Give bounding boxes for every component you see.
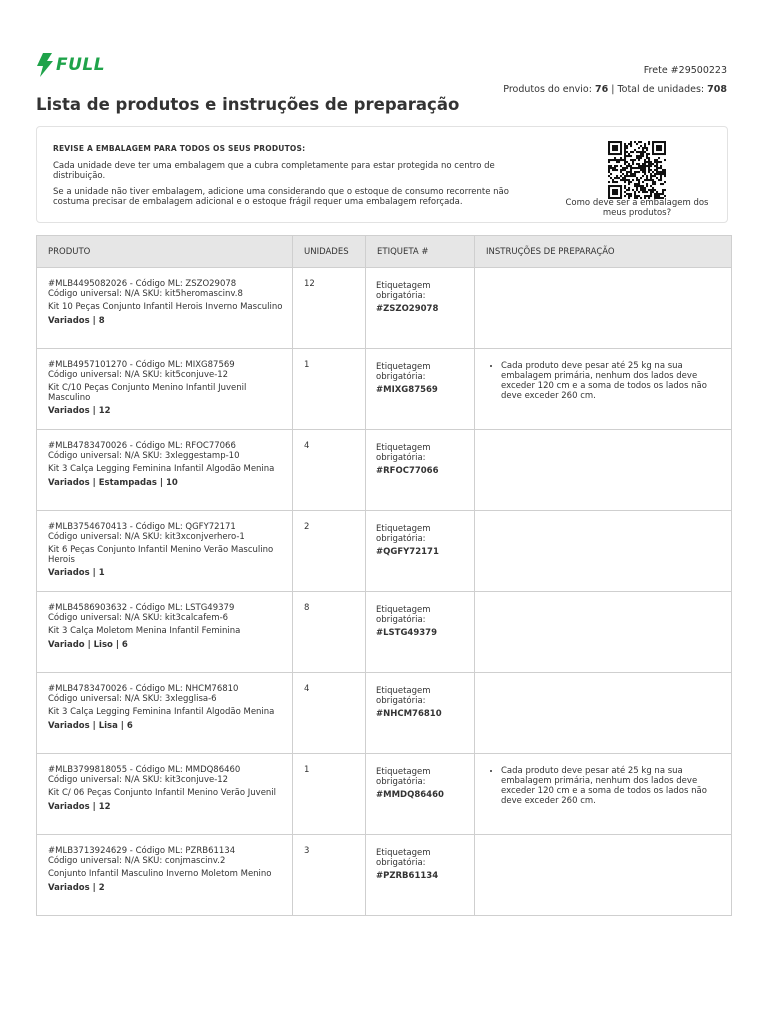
units-value: 12 bbox=[304, 279, 315, 289]
lightning-bolt-icon bbox=[36, 53, 54, 77]
label-cell bbox=[366, 835, 475, 916]
product-sku-line: Código universal: N/A SKU: kit3xconjverhero-1 bbox=[48, 531, 245, 542]
product-cell bbox=[37, 511, 293, 592]
table-row bbox=[37, 430, 732, 511]
product-description: Kit 3 Calça Moletom Menina Infantil Feminina bbox=[48, 626, 241, 636]
label-text: Etiquetagem obrigatória: bbox=[376, 686, 431, 706]
product-id-line: #MLB4783470026 - Código ML: NHCM76810 bbox=[48, 684, 239, 694]
product-id-line: #MLB3713924629 - Código ML: PZRB61134 bbox=[48, 846, 236, 856]
label-cell bbox=[366, 673, 475, 754]
label-code: #QGFY72171 bbox=[376, 547, 439, 557]
units-value: 1 bbox=[304, 765, 310, 775]
table-row bbox=[37, 835, 732, 916]
product-sku-line: Código universal: N/A SKU: kit3calcafem-6 bbox=[48, 612, 229, 623]
product-cell bbox=[37, 754, 293, 835]
units-count: 708 bbox=[707, 84, 727, 95]
table-row bbox=[37, 349, 732, 430]
label-code: #RFOC77066 bbox=[376, 466, 439, 476]
units-cell bbox=[293, 835, 366, 916]
units-value: 3 bbox=[304, 846, 310, 856]
product-description: Kit C/10 Peças Conjunto Menino Infantil Juvenil Masculino bbox=[48, 383, 247, 403]
label-text: Etiquetagem obrigatória: bbox=[376, 524, 431, 544]
label-text: Etiquetagem obrigatória: bbox=[376, 767, 431, 787]
products-table bbox=[36, 235, 732, 916]
instructions-cell bbox=[475, 349, 732, 430]
product-description: Kit 10 Peças Conjunto Infantil Herois Inverno Masculino bbox=[48, 302, 283, 312]
product-sku-line: Código universal: N/A SKU: conjmascinv.2 bbox=[48, 855, 226, 866]
packaging-notice bbox=[36, 126, 728, 223]
qr-code-icon[interactable] bbox=[608, 141, 666, 199]
product-description: Kit 6 Peças Conjunto Infantil Menino Verão Masculino Herois bbox=[48, 545, 274, 565]
product-variation: Variados | 1 bbox=[48, 568, 105, 578]
units-cell bbox=[293, 754, 366, 835]
instructions-list bbox=[487, 766, 719, 806]
instructions-cell bbox=[475, 268, 732, 349]
units-cell bbox=[293, 430, 366, 511]
product-variation: Variados | Estampadas | 10 bbox=[48, 477, 178, 488]
shipment-summary bbox=[503, 80, 727, 99]
qr-caption: Como deve ser a embalagem dos meus produtos? bbox=[565, 198, 709, 218]
units-cell bbox=[293, 268, 366, 349]
header-unidades: UNIDADES bbox=[293, 236, 366, 268]
product-id-line: #MLB3754670413 - Código ML: QGFY72171 bbox=[48, 522, 236, 532]
product-variation: Variados | 8 bbox=[48, 315, 105, 326]
label-cell bbox=[366, 268, 475, 349]
units-cell bbox=[293, 511, 366, 592]
product-cell bbox=[37, 835, 293, 916]
product-variation: Variado | Liso | 6 bbox=[48, 639, 128, 650]
product-id-line: #MLB4495082026 - Código ML: ZSZO29078 bbox=[48, 279, 237, 289]
instruction-item: • Cada produto deve pesar até 25 kg na sua embalagem primária, nenhum dos lados deve exceder 120 cm e a soma de todos os lados não deve exceder 260 cm. bbox=[501, 361, 719, 401]
product-id-line: #MLB3799818055 - Código ML: MMDQ86460 bbox=[48, 765, 241, 775]
table-row bbox=[37, 754, 732, 835]
table-row bbox=[37, 673, 732, 754]
notice-paragraph-2: Se a unidade não tiver embalagem, adicione uma considerando que o estoque de consumo recorrente não costuma precisar de embalagem adicional e o estoque frágil requer uma embalagem reforçada. bbox=[53, 187, 509, 207]
table-row bbox=[37, 268, 732, 349]
units-cell bbox=[293, 349, 366, 430]
units-cell bbox=[293, 592, 366, 673]
units-label: Total de unidades: bbox=[617, 84, 705, 95]
label-text: Etiquetagem obrigatória: bbox=[376, 443, 431, 463]
label-text: Etiquetagem obrigatória: bbox=[376, 281, 431, 301]
label-code: #LSTG49379 bbox=[376, 628, 438, 638]
instructions-cell bbox=[475, 754, 732, 835]
instructions-cell bbox=[475, 511, 732, 592]
products-count: 76 bbox=[594, 84, 609, 95]
page-title: Lista de produtos e instruções de preparação bbox=[36, 95, 460, 114]
label-cell bbox=[366, 511, 475, 592]
label-cell bbox=[366, 592, 475, 673]
instructions-list bbox=[487, 361, 719, 401]
shipment-number: Frete #29500223 bbox=[643, 65, 727, 76]
brand-logo bbox=[36, 53, 105, 77]
units-value: 1 bbox=[304, 360, 310, 370]
label-code: #MMDQ86460 bbox=[376, 790, 444, 800]
label-cell bbox=[366, 349, 475, 430]
units-value: 4 bbox=[304, 441, 310, 451]
product-variation: Variados | 2 bbox=[48, 882, 105, 893]
label-code: #PZRB61134 bbox=[376, 871, 439, 881]
label-text: Etiquetagem obrigatória: bbox=[376, 605, 431, 625]
label-text: Etiquetagem obrigatória: bbox=[376, 848, 431, 868]
table-row bbox=[37, 592, 732, 673]
product-cell bbox=[37, 349, 293, 430]
product-sku-line: Código universal: N/A SKU: 3xleggestamp-10 bbox=[48, 450, 240, 461]
table-header-row bbox=[37, 236, 732, 268]
label-text: Etiquetagem obrigatória: bbox=[376, 362, 431, 382]
product-sku-line: Código universal: N/A SKU: kit5conjuve-12 bbox=[48, 369, 229, 380]
header-produto: PRODUTO bbox=[37, 236, 293, 268]
instructions-cell bbox=[475, 592, 732, 673]
product-variation: Variados | Lisa | 6 bbox=[48, 720, 133, 731]
instructions-cell bbox=[475, 430, 732, 511]
product-cell bbox=[37, 268, 293, 349]
instruction-item: • Cada produto deve pesar até 25 kg na sua embalagem primária, nenhum dos lados deve exceder 120 cm e a soma de todos os lados não deve exceder 260 cm. bbox=[501, 766, 719, 806]
product-sku-line: Código universal: N/A SKU: kit3conjuve-12 bbox=[48, 774, 229, 785]
product-cell bbox=[37, 592, 293, 673]
header-etiqueta: ETIQUETA # bbox=[366, 236, 475, 268]
product-description: Kit 3 Calça Legging Feminina Infantil Algodão Menina bbox=[48, 464, 275, 474]
units-value: 2 bbox=[304, 522, 310, 532]
product-cell bbox=[37, 673, 293, 754]
product-variation: Variados | 12 bbox=[48, 406, 111, 416]
product-sku-line: Código universal: N/A SKU: kit5heromascinv.8 bbox=[48, 288, 243, 299]
label-code: #ZSZO29078 bbox=[376, 304, 439, 314]
label-cell bbox=[366, 430, 475, 511]
units-cell bbox=[293, 673, 366, 754]
shipment-meta bbox=[503, 61, 727, 99]
product-description: Kit C/ 06 Peças Conjunto Infantil Menino Verão Juvenil bbox=[48, 788, 277, 798]
summary-separator: | bbox=[611, 84, 615, 95]
product-variation: Variados | 12 bbox=[48, 801, 111, 812]
label-code: #MIXG87569 bbox=[376, 385, 438, 395]
notice-paragraph-1: Cada unidade deve ter uma embalagem que a cubra completamente para estar protegida no centro de distribuição. bbox=[53, 161, 495, 181]
product-id-line: #MLB4783470026 - Código ML: RFOC77066 bbox=[48, 441, 236, 451]
instructions-cell bbox=[475, 835, 732, 916]
label-cell bbox=[366, 754, 475, 835]
brand-name: FULL bbox=[56, 55, 106, 75]
product-id-line: #MLB4957101270 - Código ML: MIXG87569 bbox=[48, 360, 235, 370]
label-code: #NHCM76810 bbox=[376, 709, 442, 719]
products-label: Produtos do envio: bbox=[503, 84, 592, 95]
product-description: Conjunto Infantil Masculino Inverno Moletom Menino bbox=[48, 869, 272, 879]
product-cell bbox=[37, 430, 293, 511]
product-id-line: #MLB4586903632 - Código ML: LSTG49379 bbox=[48, 603, 235, 613]
units-value: 4 bbox=[304, 684, 310, 694]
notice-title: REVISE A EMBALAGEM PARA TODOS OS SEUS PRODUTOS: bbox=[53, 144, 306, 153]
units-value: 8 bbox=[304, 603, 310, 613]
product-sku-line: Código universal: N/A SKU: 3xlegglisa-6 bbox=[48, 693, 217, 704]
table-row bbox=[37, 511, 732, 592]
product-description: Kit 3 Calça Legging Feminina Infantil Algodão Menina bbox=[48, 707, 275, 717]
instructions-cell bbox=[475, 673, 732, 754]
header-instrucoes: INSTRUÇÕES DE PREPARAÇÃO bbox=[475, 236, 732, 268]
